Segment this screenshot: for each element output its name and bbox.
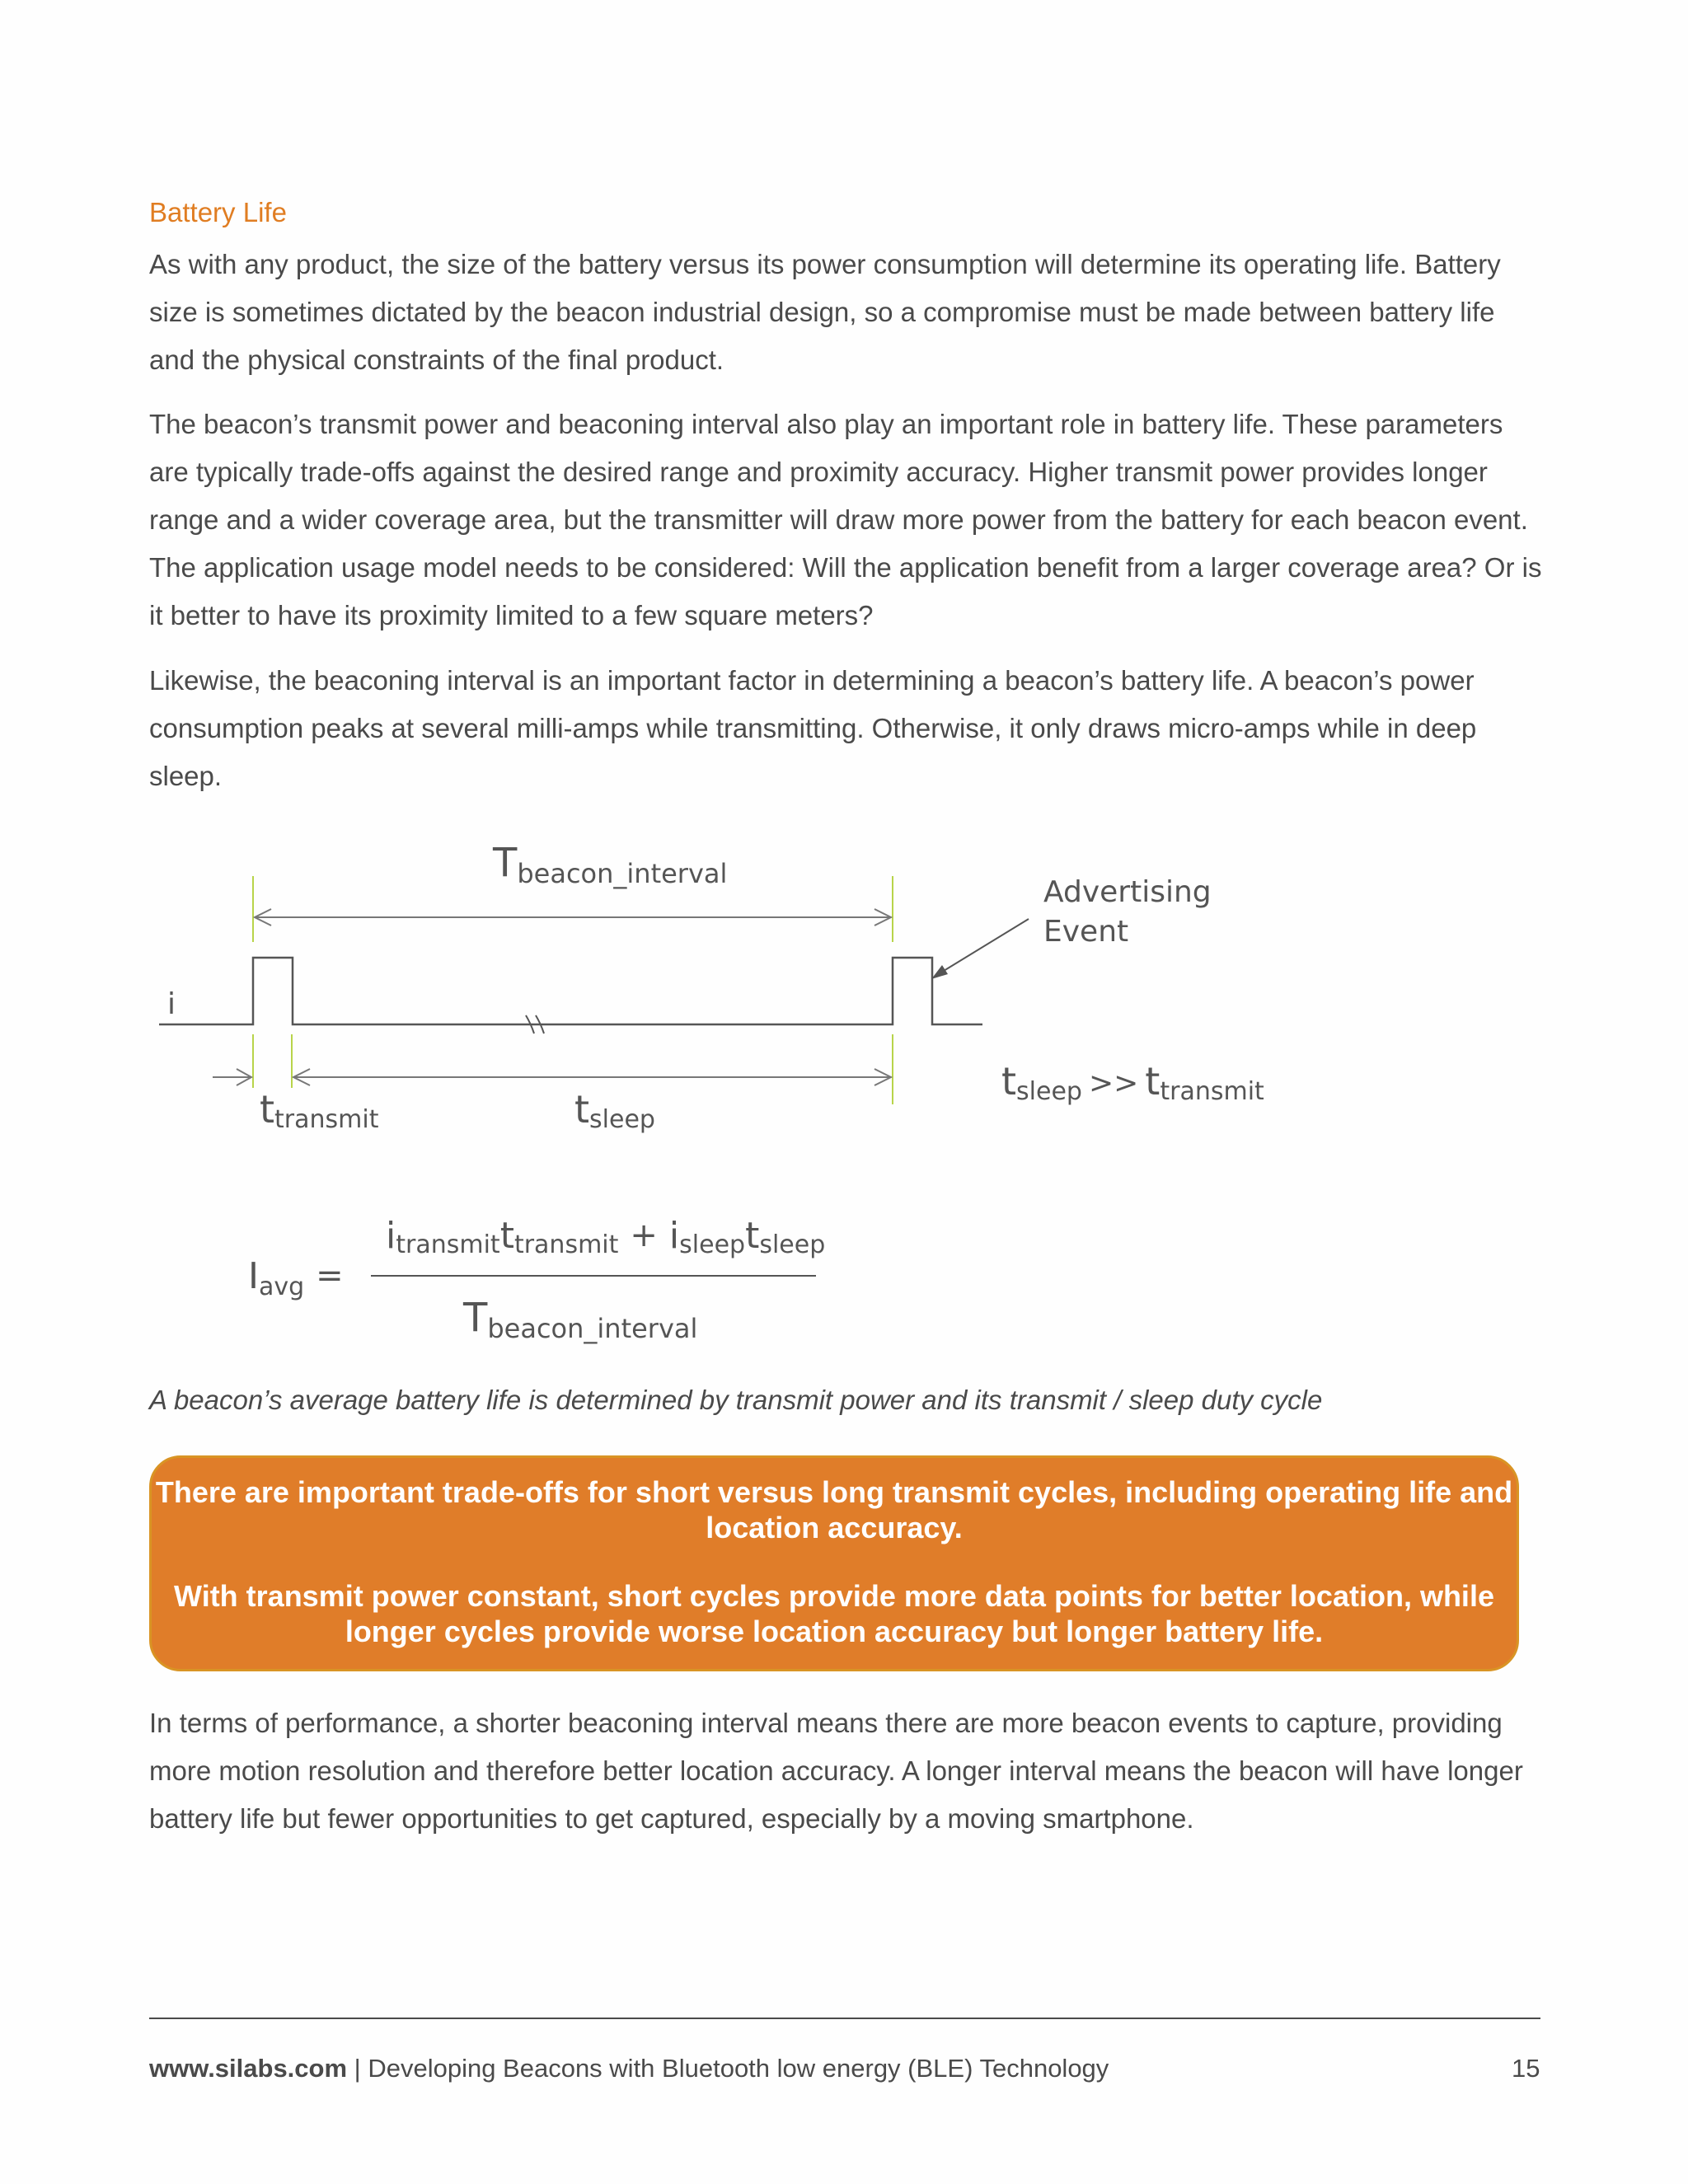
formula-numerator: itransmitttransmit + isleeptsleep (386, 1215, 826, 1259)
t-sleep-label: tsleep (574, 1087, 655, 1134)
paragraph-performance: In terms of performance, a shorter beaconing interval means there are more beacon events to capture, providing more motion resolution and therefore better location accuracy. A longer interval means the beacon will have longer battery life but fewer opportunities to get captured, especially by a moving smartphone. (149, 1708, 1523, 1834)
footer (149, 2054, 1109, 2083)
section-heading: Battery Life (149, 197, 287, 227)
transmit-arrow (213, 1069, 251, 1085)
advertising-event-label-2: Event (1043, 915, 1129, 949)
page-number: 15 (1512, 2054, 1540, 2083)
callout-line-1: There are important trade-offs for short versus long transmit cycles, including operating life and location accuracy. (155, 1475, 1513, 1544)
formula-lhs: Iavg = (248, 1255, 344, 1301)
formula-denominator: Tbeacon_interval (463, 1295, 698, 1344)
footer-site-link[interactable]: www.silabs.com (149, 2054, 348, 2083)
callout-line-2: With transmit power constant, short cycles provide more data points for better location, while longer cycles provide worse location accuracy but longer battery life. (174, 1579, 1494, 1648)
sleep-arrow (293, 1069, 891, 1085)
current-waveform (159, 958, 982, 1024)
paragraph-beaconing-interval: Likewise, the beaconing interval is an important factor in determining a beacon’s battery life. A beacon’s power consumption peaks at several milli-amps while transmitting. Otherwise, it only draws micro-amps while in deep sleep. (149, 665, 1477, 791)
footer-divider (149, 2018, 1540, 2019)
footer-doc-title: Developing Beacons with Bluetooth low energy (BLE) Technology (368, 2054, 1109, 2083)
sleep-transmit-relation: tsleep >> ttransmit (1001, 1059, 1264, 1106)
beacon-interval-arrow (255, 909, 891, 926)
advertising-event-pointer (931, 919, 1029, 979)
advertising-event-label-1: Advertising (1043, 875, 1212, 909)
beacon-timing-diagram (0, 816, 1688, 1360)
callout-box (149, 1455, 1519, 1671)
current-axis-label: i (167, 987, 176, 1021)
figure-caption: A beacon’s average battery life is determined by transmit power and its transmit / sleep duty cycle (149, 1385, 1323, 1415)
paragraph-transmit-power: The beacon’s transmit power and beaconing interval also play an important role in battery life. These parameters are typically trade-offs against the desired range and proximity accuracy. Higher transmit power provides longer range and a wider coverage area, but the transmitter will draw more power from the battery for each beacon event. The application usage model needs to be considered: Will the application benefit from a larger coverage area? Or is it better to have its proximity limited to a few square meters? (149, 409, 1542, 630)
guide-lines (253, 876, 893, 1104)
paragraph-battery-size: As with any product, the size of the battery versus its power consumption will determine its operating life. Battery size is sometimes dictated by the beacon industrial design, so a compromise must be made between battery life and the physical constraints of the final product. (149, 249, 1501, 375)
footer-separator: | (347, 2054, 368, 2083)
beacon-interval-label: Tbeacon_interval (493, 840, 728, 889)
t-transmit-label: ttransmit (260, 1087, 379, 1134)
